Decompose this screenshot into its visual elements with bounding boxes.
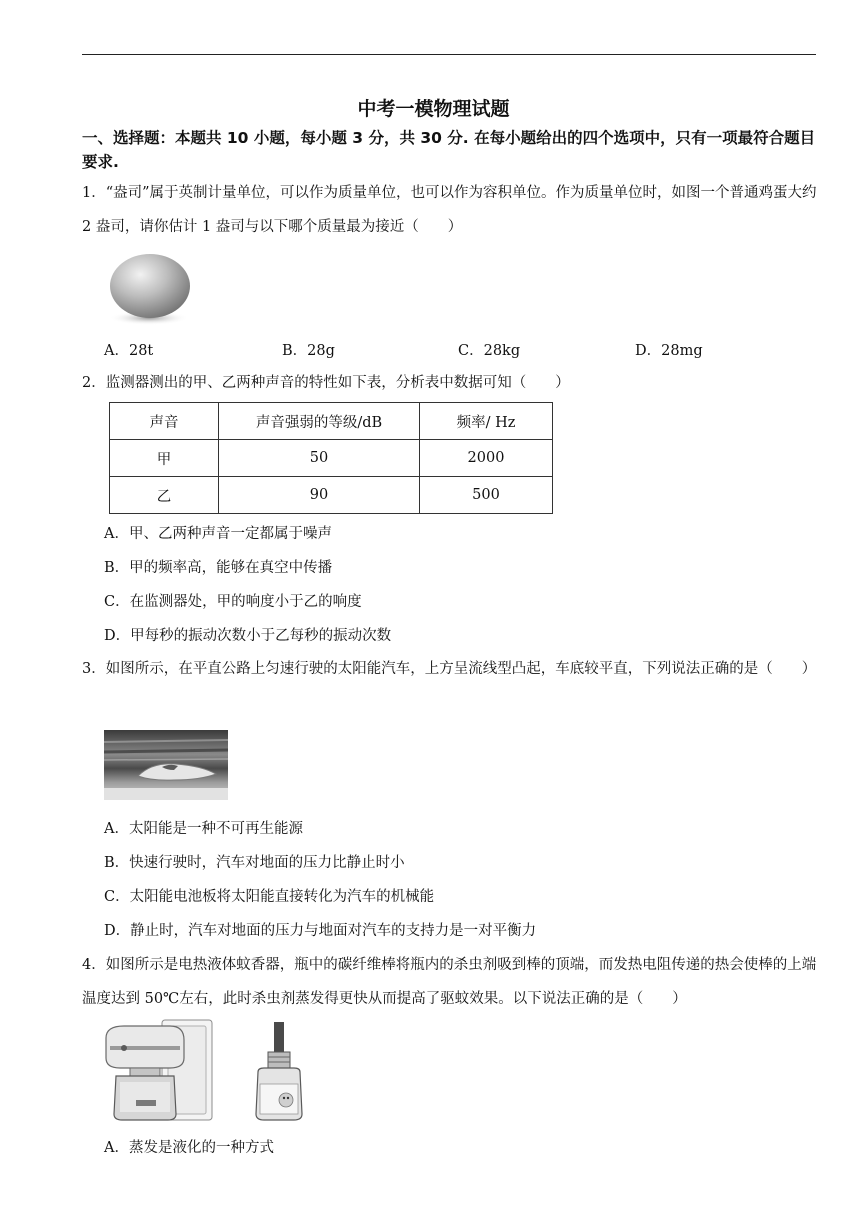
table-cell: 甲 (110, 440, 219, 477)
table-row (110, 440, 553, 477)
question-4-stem: 4．如图所示是电热液体蚊香器，瓶中的碳纤维棒将瓶内的杀虫剂吸到棒的顶端，而发热电阻传递的热会使棒的上端温度达到 50℃左右，此时杀虫剂蒸发得更快从而提高了驱蚊效果。以下说法正确的是（ ） (82, 957, 817, 1007)
q2-option-c: C．在监测器处，甲的响度小于乙的响度 (104, 594, 362, 610)
q2-option-a: A．甲、乙两种声音一定都属于噪声 (104, 526, 332, 542)
q2-option-d: D．甲每秒的振动次数小于乙每秒的振动次数 (104, 628, 392, 644)
q1-option-d: D．28mg (635, 343, 703, 359)
table-cell: 90 (219, 477, 420, 514)
q3-option-c: C．太阳能电池板将太阳能直接转化为汽车的机械能 (104, 889, 435, 905)
question-3-stem: 3．如图所示，在平直公路上匀速行驶的太阳能汽车，上方呈流线型凸起，车底较平直，下列说法正确的是（ ） (82, 661, 817, 677)
table-cell: 50 (219, 440, 420, 477)
table-header: 声音 (110, 403, 219, 440)
q1-option-a: A．28t (104, 343, 154, 359)
mosquito-repellent-heater-image (100, 1018, 216, 1124)
table-row (110, 477, 553, 514)
question-1-stem: 1．“盎司”属于英制计量单位，可以作为质量单位，也可以作为容积单位。作为质量单位时，如图一个普通鸡蛋大约 2 盎司，请你估计 1 盎司与以下哪个质量最为接近（ ） (82, 185, 817, 235)
table-cell: 乙 (110, 477, 219, 514)
solar-car-image (104, 730, 228, 800)
table-cell: 2000 (420, 440, 553, 477)
q1-option-b: B．28g (282, 343, 335, 359)
table-header: 声音强弱的等级/dB (219, 403, 420, 440)
header-rule (82, 54, 816, 55)
table-cell: 500 (420, 477, 553, 514)
q4-option-a: A．蒸发是液化的一种方式 (104, 1140, 274, 1156)
table-header: 频率/ Hz (420, 403, 553, 440)
table-header-row (110, 403, 553, 440)
question-2-stem: 2．监测器测出的甲、乙两种声音的特性如下表，分析表中数据可知（ ） (82, 375, 570, 391)
page-title: 中考一模物理试题 (357, 98, 510, 120)
q1-option-c: C．28kg (458, 343, 521, 359)
section-heading: 一、选择题：本题共 10 小题，每小题 3 分，共 30 分. 在每小题给出的四个选项中，只有一项最符合题目要求. (82, 129, 816, 171)
egg-image (104, 248, 194, 328)
q3-option-a: A．太阳能是一种不可再生能源 (104, 821, 303, 837)
q3-option-b: B．快速行驶时，汽车对地面的压力比静止时小 (104, 855, 405, 871)
repellent-bottle-image (248, 1022, 310, 1124)
sound-data-table (109, 402, 553, 514)
q2-option-b: B．甲的频率高，能够在真空中传播 (104, 560, 333, 576)
q3-option-d: D．静止时，汽车对地面的压力与地面对汽车的支持力是一对平衡力 (104, 923, 537, 939)
